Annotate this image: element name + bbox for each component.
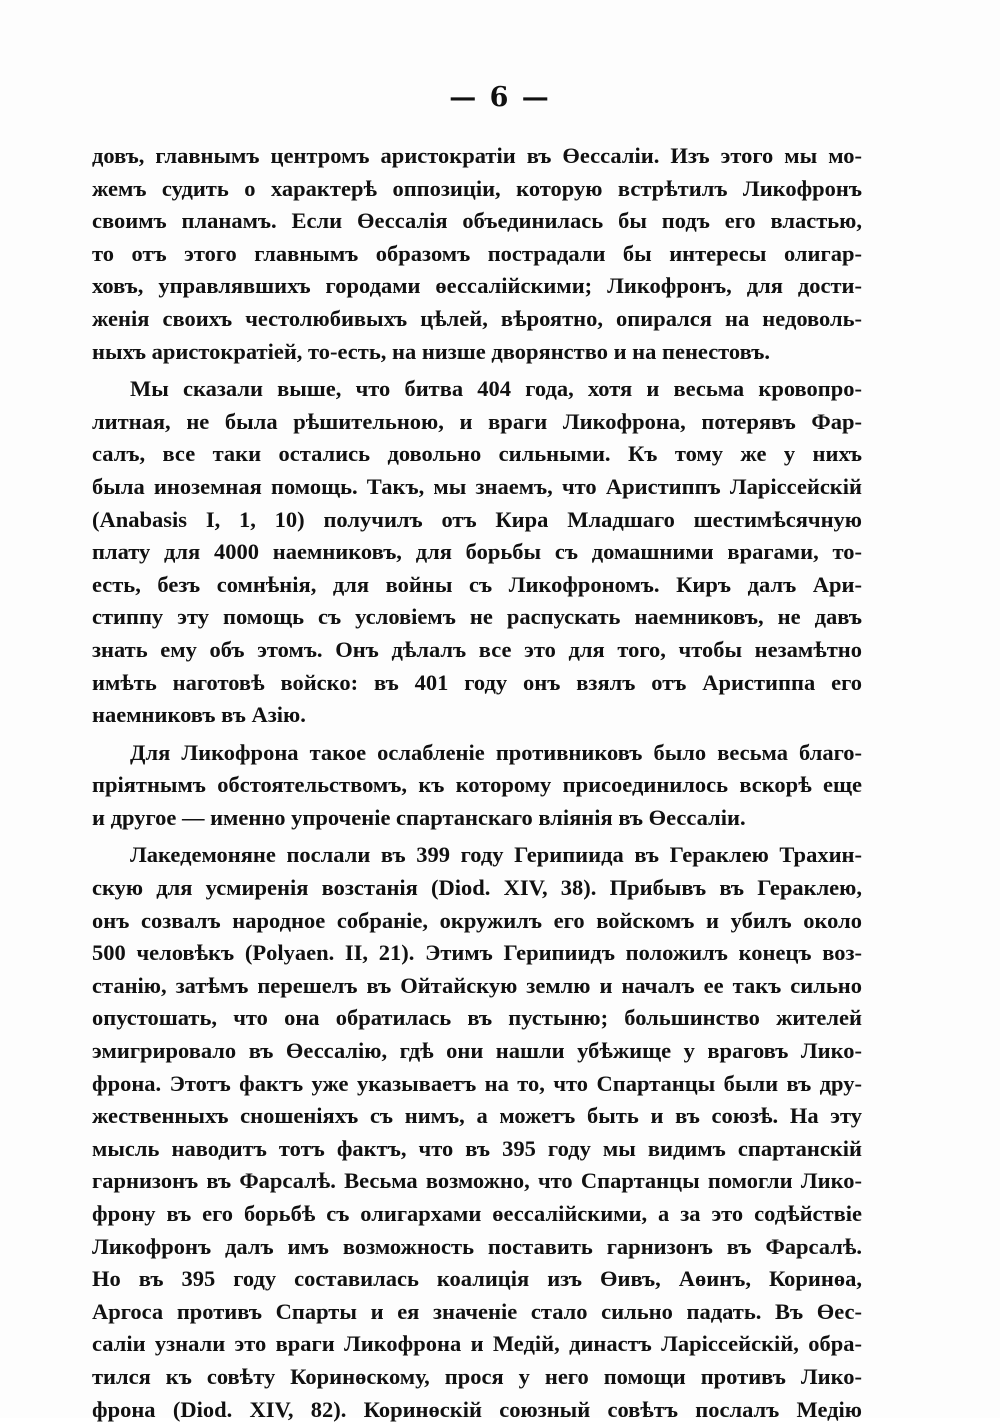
text-line: ховъ, управлявшихъ городами өессалійскими; Ликофронъ, для дости- <box>92 273 862 299</box>
text-line: была иноземная помощь. Такъ, мы знаемъ, что Аристиппъ Ларіссейскій <box>92 473 862 499</box>
text-line: наемниковъ въ Азію. <box>92 702 306 728</box>
text-line: Аргоса противъ Спарты и ея значеніе стало сильно падать. Въ Өес- <box>92 1298 862 1324</box>
text-line: саліи узнали это враги Ликофрона и Медій, династъ Ларіссейскій, обра- <box>92 1331 862 1357</box>
body-text <box>92 140 862 1426</box>
text-line: онъ созвалъ народное собраніе, окружилъ его войскомъ и убилъ около <box>92 907 862 933</box>
text-line: довъ, главнымъ центромъ аристократіи въ Өессаліи. Изъ этого мы мо- <box>92 143 862 168</box>
text-line: ныхъ аристократіей, то-есть, на низше дворянство и на пенестовъ. <box>92 338 770 364</box>
page-number: — 6 — <box>449 82 551 113</box>
text-line: эмигрировало въ Өессалію, гдѣ они нашли убѣжище у враговъ Лико- <box>92 1038 862 1064</box>
text-line: фрону въ его борьбѣ съ олигархами өессалійскими, а за это содѣйствіе <box>92 1201 862 1226</box>
text-line: имѣть наготовѣ войско: въ 401 году онъ взялъ отъ Аристиппа его <box>92 669 862 695</box>
text-line: 500 человѣкъ (Polyaen. II, 21). Этимъ Герипиидъ положилъ конецъ воз- <box>92 940 862 966</box>
text-line: литная, не была рѣшительною, и враги Ликофрона, потерявъ Фар- <box>92 408 862 434</box>
text-line: жемъ судить о характерѣ оппозиціи, которую встрѣтилъ Ликофронъ <box>92 175 862 201</box>
text-line: Но въ 395 году составилась коалиція изъ Өивъ, Аөинъ, Коринөа, <box>92 1266 862 1292</box>
text-line: Ликофронъ далъ имъ возможность поставить гарнизонъ въ Фарсалѣ. <box>92 1233 862 1259</box>
paragraph-2 <box>92 373 862 732</box>
text-line: стиппу эту помощь съ условіемъ не распускать наемниковъ, не давъ <box>92 604 862 630</box>
text-line: опустошать, что она обратилась въ пустыню; большинство жителей <box>92 1005 862 1031</box>
text-line: Лакедемоняне послали въ 399 году Герипиида въ Гераклею Трахин- <box>130 842 862 868</box>
text-line: женія своихъ честолюбивыхъ цѣлей, вѣроятно, опирался на недоволь- <box>92 305 862 331</box>
text-line: своимъ планамъ. Если Өессалія объединилась бы подъ его властью, <box>92 208 862 234</box>
text-line: пріятнымъ обстоятельствомъ, къ которому присоединилось вскорѣ еще <box>92 772 862 798</box>
text-line: плату для 4000 наемниковъ, для борьбы съ домашними врагами, то- <box>92 539 862 565</box>
text-line: скую для усмиренія возстанія (Diod. XIV, 38). Прибывъ въ Гераклею, <box>92 875 862 901</box>
text-line: знать ему объ этомъ. Онъ дѣлалъ все это для того, чтобы незамѣтно <box>92 636 862 662</box>
text-line: салъ, все таки остались довольно сильными. Къ тому же у нихъ <box>92 441 862 467</box>
text-line: тился къ совѣту Коринөскому, прося у него помощи противъ Лико- <box>92 1363 862 1389</box>
paragraph-3 <box>92 737 862 835</box>
paragraph-4 <box>92 839 862 1426</box>
text-line: фрона. Этотъ фактъ уже указываетъ на то, что Спартанцы были въ дру- <box>92 1070 862 1096</box>
text-line: жественныхъ сношеніяхъ съ нимъ, а можетъ быть и въ союзѣ. На эту <box>92 1103 862 1129</box>
text-line: то отъ этого главнымъ образомъ пострадали бы интересы олигар- <box>92 240 862 266</box>
text-line: станію, затѣмъ перешелъ въ Ойтайскую землю и началъ ее такъ сильно <box>92 972 862 998</box>
text-line: Мы сказали выше, что битва 404 года, хотя и весьма кровопро- <box>130 376 862 402</box>
text-line: (Anabasis I, 1, 10) получилъ отъ Кира Младшаго шестимѣсячную <box>92 506 862 532</box>
text-line: и другое — именно упроченіе спартанскаго вліянія въ Өессаліи. <box>92 804 746 830</box>
text-line: фрона (Diod. XIV, 82). Коринөскій союзный совѣтъ послалъ Медію <box>92 1396 862 1422</box>
text-line: мысль наводитъ тотъ фактъ, что въ 395 году мы видимъ спартанскій <box>92 1135 862 1161</box>
text-line: гарнизонъ въ Фарсалѣ. Весьма возможно, что Спартанцы помогли Лико- <box>92 1168 862 1194</box>
text-line: Для Ликофрона такое ослабленіе противниковъ было весьма благо- <box>130 739 862 765</box>
paragraph-1 <box>92 140 862 368</box>
text-line: есть, безъ сомнѣнія, для войны съ Ликофрономъ. Киръ далъ Ари- <box>92 571 862 597</box>
